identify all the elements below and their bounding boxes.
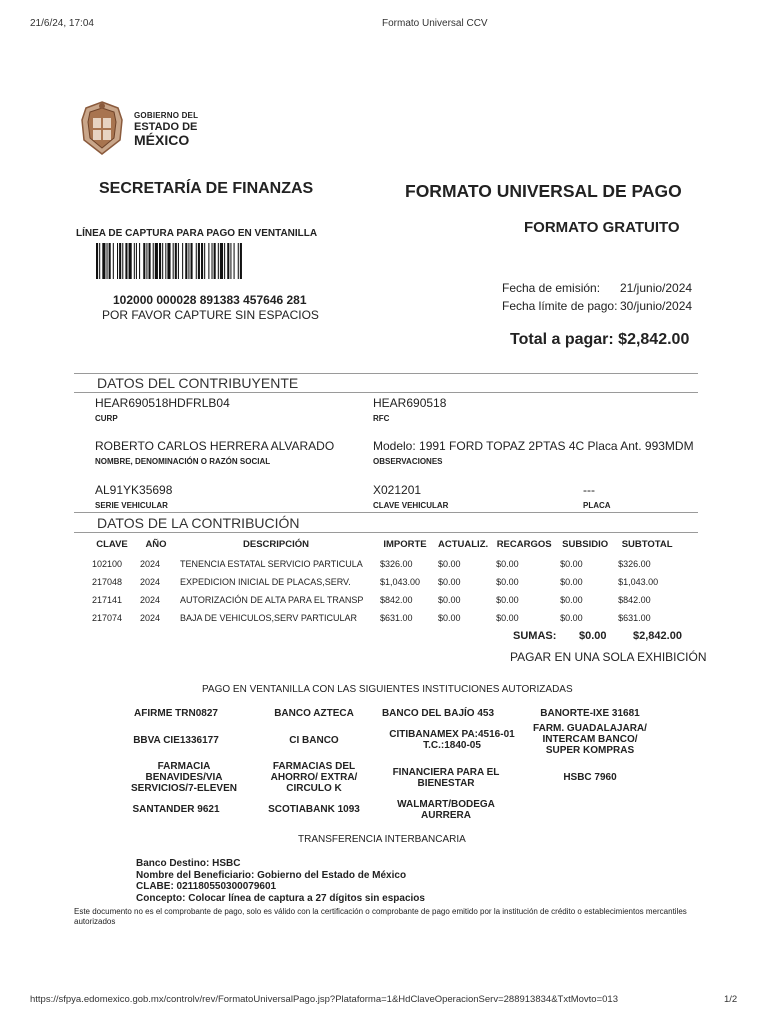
serie-label: SERIE VEHICULAR: [95, 501, 168, 510]
disclaimer: Este documento no es el comprobante de pago, solo es válido con la certificación o comprobante de pago emitido por la institución de crédito o establecimientos mercantiles autorizados: [74, 907, 687, 926]
table-cell: $0.00: [438, 613, 461, 623]
table-row: [88, 555, 680, 573]
barcode-bar: [165, 243, 166, 279]
table-cell: $1,043.00: [618, 577, 659, 587]
curp-label: CURP: [95, 414, 118, 423]
table-cell: $842.00: [380, 595, 413, 605]
table-row: [88, 609, 680, 627]
beneficiario: Nombre del Beneficiario: Gobierno del Estado de México: [136, 869, 407, 881]
table-cell: $0.00: [496, 595, 519, 605]
rfc-label: RFC: [373, 414, 390, 423]
column-header: ACTUALIZ.: [438, 539, 489, 550]
exhibicion-note: PAGAR EN UNA SOLA EXHIBICIÓN: [510, 650, 707, 664]
linea-captura-note: POR FAVOR CAPTURE SIN ESPACIOS: [102, 308, 319, 322]
bank-item: FARM. GUADALAJARA/ INTERCAM BANCO/ SUPER KOMPRAS: [533, 723, 647, 756]
placa-label: PLACA: [583, 501, 611, 510]
barcode-bar: [146, 243, 147, 279]
table-cell: AUTORIZACIÓN DE ALTA PARA EL TRANSP: [180, 595, 364, 605]
bank-item: AFIRME TRN0827: [134, 708, 218, 719]
barcode-bar: [155, 243, 158, 279]
table-cell: 102100: [92, 559, 123, 569]
nombre-value: ROBERTO CARLOS HERRERA ALVARADO: [95, 439, 335, 453]
barcode-bar: [214, 243, 216, 279]
barcode-bar: [208, 243, 209, 279]
barcode-bar: [191, 243, 193, 279]
contribucion-title: DATOS DE LA CONTRIBUCIÓN: [97, 515, 300, 531]
barcode-bar: [212, 243, 213, 279]
barcode-bar: [185, 243, 187, 279]
table-header-row: [88, 536, 680, 555]
bank-item: BBVA CIE1336177: [133, 735, 219, 746]
barcode-bar: [159, 243, 161, 279]
fecha-emision-label: Fecha de emisión:: [502, 281, 601, 295]
divider: [74, 532, 698, 533]
concepto: Concepto: Colocar línea de captura a 27 dígitos sin espacios: [136, 892, 425, 904]
barcode-bar: [227, 243, 229, 279]
table-cell: $0.00: [560, 559, 583, 569]
barcode: [96, 243, 328, 279]
table-row: [88, 591, 680, 609]
table-cell: $326.00: [618, 559, 651, 569]
barcode-bar: [107, 243, 108, 279]
barcode-bar: [240, 243, 242, 279]
table-cell: $0.00: [496, 577, 519, 587]
barcode-bar: [109, 243, 111, 279]
barcode-bar: [167, 243, 170, 279]
bank-item: SANTANDER 9621: [132, 804, 220, 815]
table-cell: 2024: [140, 613, 161, 623]
table-cell: $0.00: [438, 577, 461, 587]
bank-item: HSBC 7960: [563, 772, 617, 783]
bank-item: WALMART/BODEGA AURRERA: [397, 799, 495, 821]
table-cell: 2024: [140, 577, 161, 587]
bank-item: BANORTE-IXE 31681: [540, 708, 640, 719]
instituciones-title: PAGO EN VENTANILLA CON LAS SIGUIENTES INSTITUCIONES AUTORIZADAS: [202, 684, 573, 695]
table-cell: $0.00: [438, 595, 461, 605]
table-cell: $631.00: [380, 613, 413, 623]
table-cell: 217074: [92, 613, 123, 623]
clave-vehicular-label: CLAVE VEHICULAR: [373, 501, 449, 510]
barcode-bar: [173, 243, 174, 279]
table-cell: $0.00: [560, 595, 583, 605]
column-header: RECARGOS: [496, 539, 552, 550]
contribucion-table: [88, 536, 680, 627]
table-cell: $0.00: [560, 577, 583, 587]
fecha-limite-value: 30/junio/2024: [620, 299, 693, 313]
barcode-bar: [182, 243, 183, 279]
column-header: CLAVE: [96, 539, 128, 550]
bank-item: SCOTIABANK 1093: [268, 804, 360, 815]
divider: [74, 373, 698, 374]
sumas-subsidio: $0.00: [579, 630, 607, 642]
bank-item: CITIBANAMEX PA:4516-01 T.C.:1840-05: [389, 729, 515, 751]
bank-item: CI BANCO: [289, 735, 339, 746]
total-pagar: Total a pagar: $2,842.00: [510, 331, 690, 348]
coat-of-arms-icon: [78, 100, 126, 156]
barcode-bar: [198, 243, 200, 279]
bank-item: BANCO AZTECA: [274, 708, 354, 719]
linea-captura-title: LÍNEA DE CAPTURA PARA PAGO EN VENTANILLA: [76, 228, 318, 239]
formato-gratuito: FORMATO GRATUITO: [524, 219, 680, 236]
divider: [74, 392, 698, 393]
barcode-bar: [238, 243, 239, 279]
secretaria-title: SECRETARÍA DE FINANZAS: [99, 180, 314, 197]
column-header: IMPORTE: [383, 539, 427, 550]
divider: [74, 512, 698, 513]
barcode-bar: [117, 243, 118, 279]
table-cell: $0.00: [496, 559, 519, 569]
barcode-bar: [99, 243, 100, 279]
barcode-bar: [149, 243, 151, 279]
column-header: SUBTOTAL: [621, 539, 673, 550]
barcode-bar: [201, 243, 203, 279]
table-cell: 2024: [140, 559, 161, 569]
column-header: AÑO: [145, 539, 167, 550]
barcode-bar: [122, 243, 123, 279]
sumas-label: SUMAS:: [513, 630, 557, 642]
barcode-bar: [125, 243, 127, 279]
sumas-total: $2,842.00: [633, 630, 682, 642]
print-datetime: 21/6/24, 17:04: [30, 18, 94, 29]
linea-captura-number: 102000 000028 891383 457646 281: [113, 293, 307, 307]
barcode-bar: [119, 243, 121, 279]
barcode-bar: [220, 243, 223, 279]
bank-item: FARMACIA BENAVIDES/VIA SERVICIOS/7-ELEVEN: [131, 761, 237, 794]
logo-text-2: ESTADO DE: [134, 121, 198, 133]
logo-text-1: GOBIERNO DEL: [134, 111, 199, 120]
table-row: [88, 573, 680, 591]
table-cell: $326.00: [380, 559, 413, 569]
observaciones-label: OBSERVACIONES: [373, 457, 443, 466]
fecha-emision-value: 21/junio/2024: [620, 281, 693, 295]
banco-destino: Banco Destino: HSBC: [136, 858, 241, 869]
barcode-bar: [162, 243, 163, 279]
barcode-bar: [196, 243, 197, 279]
clave-vehicular-value: X021201: [373, 483, 422, 497]
barcode-bar: [139, 243, 140, 279]
bank-item: BANCO DEL BAJÍO 453: [381, 708, 495, 719]
barcode-bar: [129, 243, 132, 279]
barcode-bar: [234, 243, 235, 279]
clabe: CLABE: 021180550300079601: [136, 881, 277, 892]
table-cell: 2024: [140, 595, 161, 605]
barcode-bar: [153, 243, 154, 279]
fecha-limite-label: Fecha límite de pago:: [502, 299, 618, 313]
footer-url[interactable]: https://sfpya.edomexico.gob.mx/controlv/rev/FormatoUniversalPago.jsp?Plataforma=1&HdClaveOperacionServ=288913834&TxtMovto=013: [30, 994, 618, 1005]
nombre-label: NOMBRE, DENOMINACIÓN O RAZÓN SOCIAL: [95, 457, 271, 466]
barcode-bar: [96, 243, 98, 279]
table-cell: TENENCIA ESTATAL SERVICIO PARTICULA: [180, 559, 363, 569]
table-cell: 217141: [92, 595, 123, 605]
barcode-bar: [218, 243, 219, 279]
barcode-bar: [134, 243, 135, 279]
barcode-bar: [188, 243, 189, 279]
table-cell: $0.00: [560, 613, 583, 623]
barcode-bar: [143, 243, 145, 279]
contribuyente-title: DATOS DEL CONTRIBUYENTE: [97, 375, 299, 391]
table-cell: BAJA DE VEHICULOS,SERV PARTICULAR: [180, 613, 358, 623]
barcode-bar: [178, 243, 179, 279]
observaciones-value: Modelo: 1991 FORD TOPAZ 2PTAS 4C Placa Ant. 993MDM: [373, 439, 694, 453]
barcode-bar: [224, 243, 225, 279]
column-header: DESCRIPCIÓN: [243, 539, 309, 550]
barcode-bar: [113, 243, 114, 279]
barcode-bar: [102, 243, 105, 279]
barcode-bar: [204, 243, 205, 279]
page-number: 1/2: [724, 994, 738, 1005]
print-title: Formato Universal CCV: [382, 18, 488, 29]
table-cell: $631.00: [618, 613, 651, 623]
barcode-bar: [175, 243, 177, 279]
bank-item: FINANCIERA PARA EL BIENESTAR: [392, 767, 500, 789]
barcode-bar: [136, 243, 137, 279]
table-cell: 217048: [92, 577, 123, 587]
table-cell: $0.00: [496, 613, 519, 623]
formato-title: FORMATO UNIVERSAL DE PAGO: [405, 181, 682, 201]
logo-text-3: MÉXICO: [134, 132, 190, 148]
column-header: SUBSIDIO: [562, 539, 609, 550]
bank-item: FARMACIAS DEL AHORRO/ EXTRA/ CIRCULO K: [270, 761, 358, 794]
barcode-bar: [230, 243, 231, 279]
table-cell: $1,043.00: [380, 577, 421, 587]
serie-value: AL91YK35698: [95, 483, 173, 497]
table-cell: $842.00: [618, 595, 651, 605]
curp-value: HEAR690518HDFRLB04: [95, 396, 230, 410]
table-cell: EXPEDICION INICIAL DE PLACAS,SERV.: [180, 577, 351, 587]
table-cell: $0.00: [438, 559, 461, 569]
transferencia-title: TRANSFERENCIA INTERBANCARIA: [298, 834, 466, 845]
placa-value: ---: [583, 483, 595, 497]
rfc-value: HEAR690518: [373, 396, 447, 410]
